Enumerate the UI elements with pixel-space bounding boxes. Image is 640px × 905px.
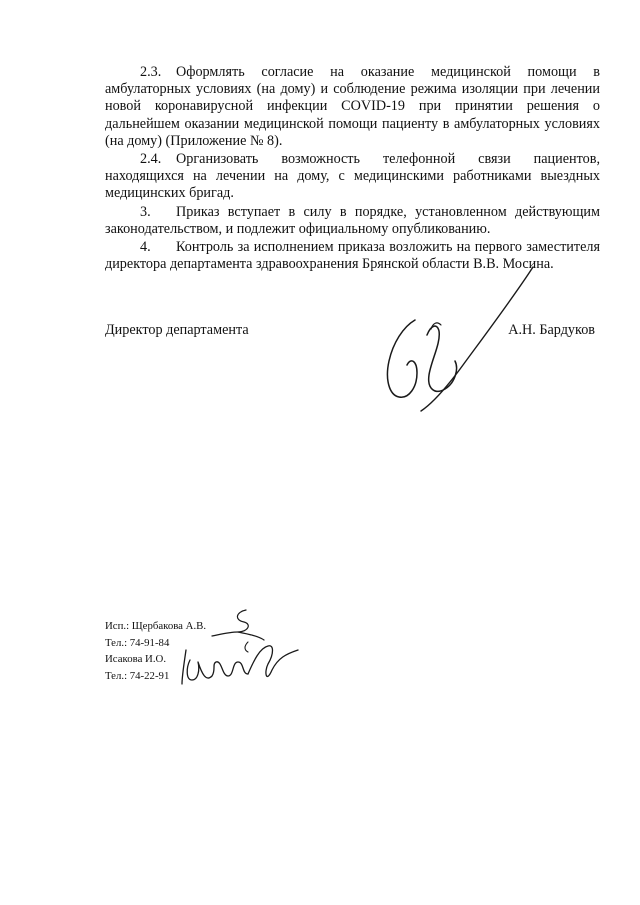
second-executor-handwritten-signature [176,640,304,688]
second-executor-name: Исакова И.О. [105,653,167,666]
order-body [105,64,600,274]
paragraph-2-4 [105,151,600,203]
paragraph-number: 2.3. [140,64,162,80]
second-executor-phone: Тел.: 74-22-91 [105,669,170,682]
paragraph-text: Организовать возможность телефонной связи пациентов, находящихся на лечении на дому, с медицинскими работниками выездных медицинских бригад. [105,151,600,202]
executor-name: Исп.: Щербакова А.В. [105,620,207,632]
paragraph-number: 2.4. [140,151,162,168]
paragraph-text: Оформлять согласие на оказание медицинской помощи в амбулаторных условиях (на дому) и соблюдение режима изоляции при лечении новой коронавирусной инфекции COVID-19 при принятии решения о дальнейшем оказании медицинской помощи пациенту в амбулаторных условиях (на дому) (Приложение № 8). [105,64,600,149]
executor-phone: Тел.: 74-91-84 [105,636,170,649]
signatory-title: Директор департамента [105,322,249,338]
paragraph-3 [105,204,600,238]
director-handwritten-signature [375,265,565,415]
paragraph-text: Приказ вступает в силу в порядке, установленном действующим законодательством, и подлежит официальному опубликованию. [105,203,600,237]
signatory-name: А.Н. Бардуков [508,322,595,338]
paragraph-2-3 [105,64,600,150]
paragraph-text: Контроль за исполнением приказа возложить на первого заместителя директора департамента здравоохранения Брянской области В.В. Мосина. [105,239,600,273]
paragraph-number: 3. [140,203,151,220]
paragraph-number: 4. [140,239,151,256]
